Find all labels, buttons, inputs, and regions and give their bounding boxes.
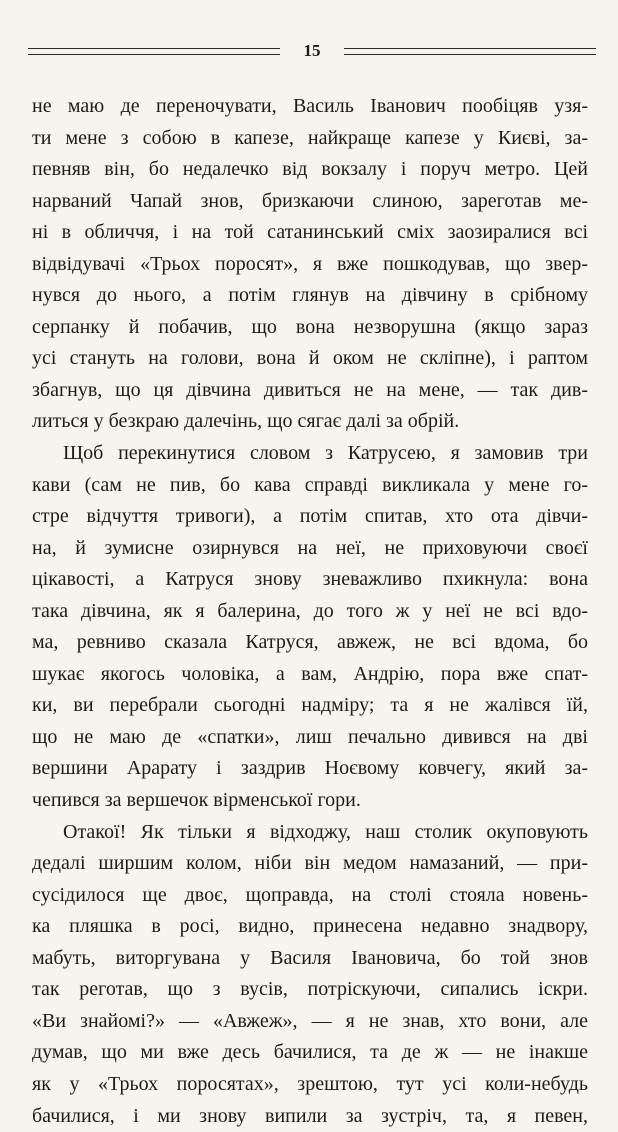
text-line: відвідувачі «Трьох поросят», я вже пошкодував, що звер- xyxy=(32,249,588,281)
text-line: що не маю де «спатки», лиш печально дивився на дві xyxy=(32,722,588,754)
paragraph-first-line: Отакої! Як тільки я відходжу, наш столик окуповують xyxy=(32,817,588,849)
text-line: як у «Трьох поросятах», зрештою, тут усі коли-небудь xyxy=(32,1069,588,1101)
text-line: серпанку й побачив, що вона незворушна (якщо зараз xyxy=(32,312,588,344)
text-line: не маю де переночувати, Василь Іванович пообіцяв узя- xyxy=(32,91,588,123)
text-line: «Ви знайомі?» — «Авжеж», — я не знав, хто вони, але xyxy=(32,1006,588,1038)
text-line: дедалі ширшим колом, ніби він медом намазаний, — при- xyxy=(32,848,588,880)
text-line: нувся до нього, а потім глянув на дівчину в срібному xyxy=(32,280,588,312)
text-line: стре відчуття тривоги), а потім спитав, хто ота дівчи- xyxy=(32,501,588,533)
text-line: ма, ревниво сказала Катруся, авжеж, не всі вдома, бо xyxy=(32,627,588,659)
text-line: на, й зумисне озирнувся на неї, не приховуючи своєї xyxy=(32,533,588,565)
text-line: бачилися, і ми знову випили за зустріч, та, я певен, xyxy=(32,1101,588,1132)
text-line: мабуть, виторгувана у Василя Івановича, бо той знов xyxy=(32,943,588,975)
text-line: кави (сам не пив, бо кава справді викликала у мене го- xyxy=(32,470,588,502)
running-header xyxy=(28,40,596,62)
text-line: ні в обличчя, і на той сатанинський сміх заозиралися всі xyxy=(32,217,588,249)
text-line: вершини Арарату і заздрив Ноєвому ковчегу, який за- xyxy=(32,753,588,785)
text-line: ти мене з собою в капезе, найкраще капезе у Києві, за- xyxy=(32,123,588,155)
text-line: ка пляшка в росі, видно, принесена недавно знадвору, xyxy=(32,911,588,943)
text-line: така дівчина, як я балерина, до того ж у неї не всі вдо- xyxy=(32,596,588,628)
text-line: певняв він, бо недалечко від вокзалу і поруч метро. Цей xyxy=(32,154,588,186)
text-line: сусідилося ще двоє, щоправда, на столі стояла новень- xyxy=(32,880,588,912)
paragraph-first-line: Щоб перекинутися словом з Катрусею, я замовив три xyxy=(32,438,588,470)
text-line: шукає якогось чоловіка, а вам, Андрію, пора вже спат- xyxy=(32,659,588,691)
text-line: так реготав, що з вусів, потріскуючи, сипались іскри. xyxy=(32,974,588,1006)
text-line: цікавості, а Катруся знову зневажливо пхикнула: вона xyxy=(32,564,588,596)
text-line: усі стануть на голови, вона й оком не скліпне), і раптом xyxy=(32,343,588,375)
text-line: нарваний Чапай знов, бризкаючи слиною, зареготав ме- xyxy=(32,186,588,218)
text-line: збагнув, що ця дівчина дивиться не на мене, — так див- xyxy=(32,375,588,407)
text-line: ки, ви перебрали сьогодні надміру; та я не жалівся їй, xyxy=(32,690,588,722)
header-rule-right xyxy=(344,48,596,55)
page-number: 15 xyxy=(28,40,596,62)
text-line: думав, що ми вже десь бачилися, та де ж — не інакше xyxy=(32,1037,588,1069)
text-line: литься у безкраю далечінь, що сягає далі за обрій. xyxy=(32,406,588,438)
text-line: чепився за вершечок вірменської гори. xyxy=(32,785,588,817)
body-text xyxy=(32,91,588,1132)
